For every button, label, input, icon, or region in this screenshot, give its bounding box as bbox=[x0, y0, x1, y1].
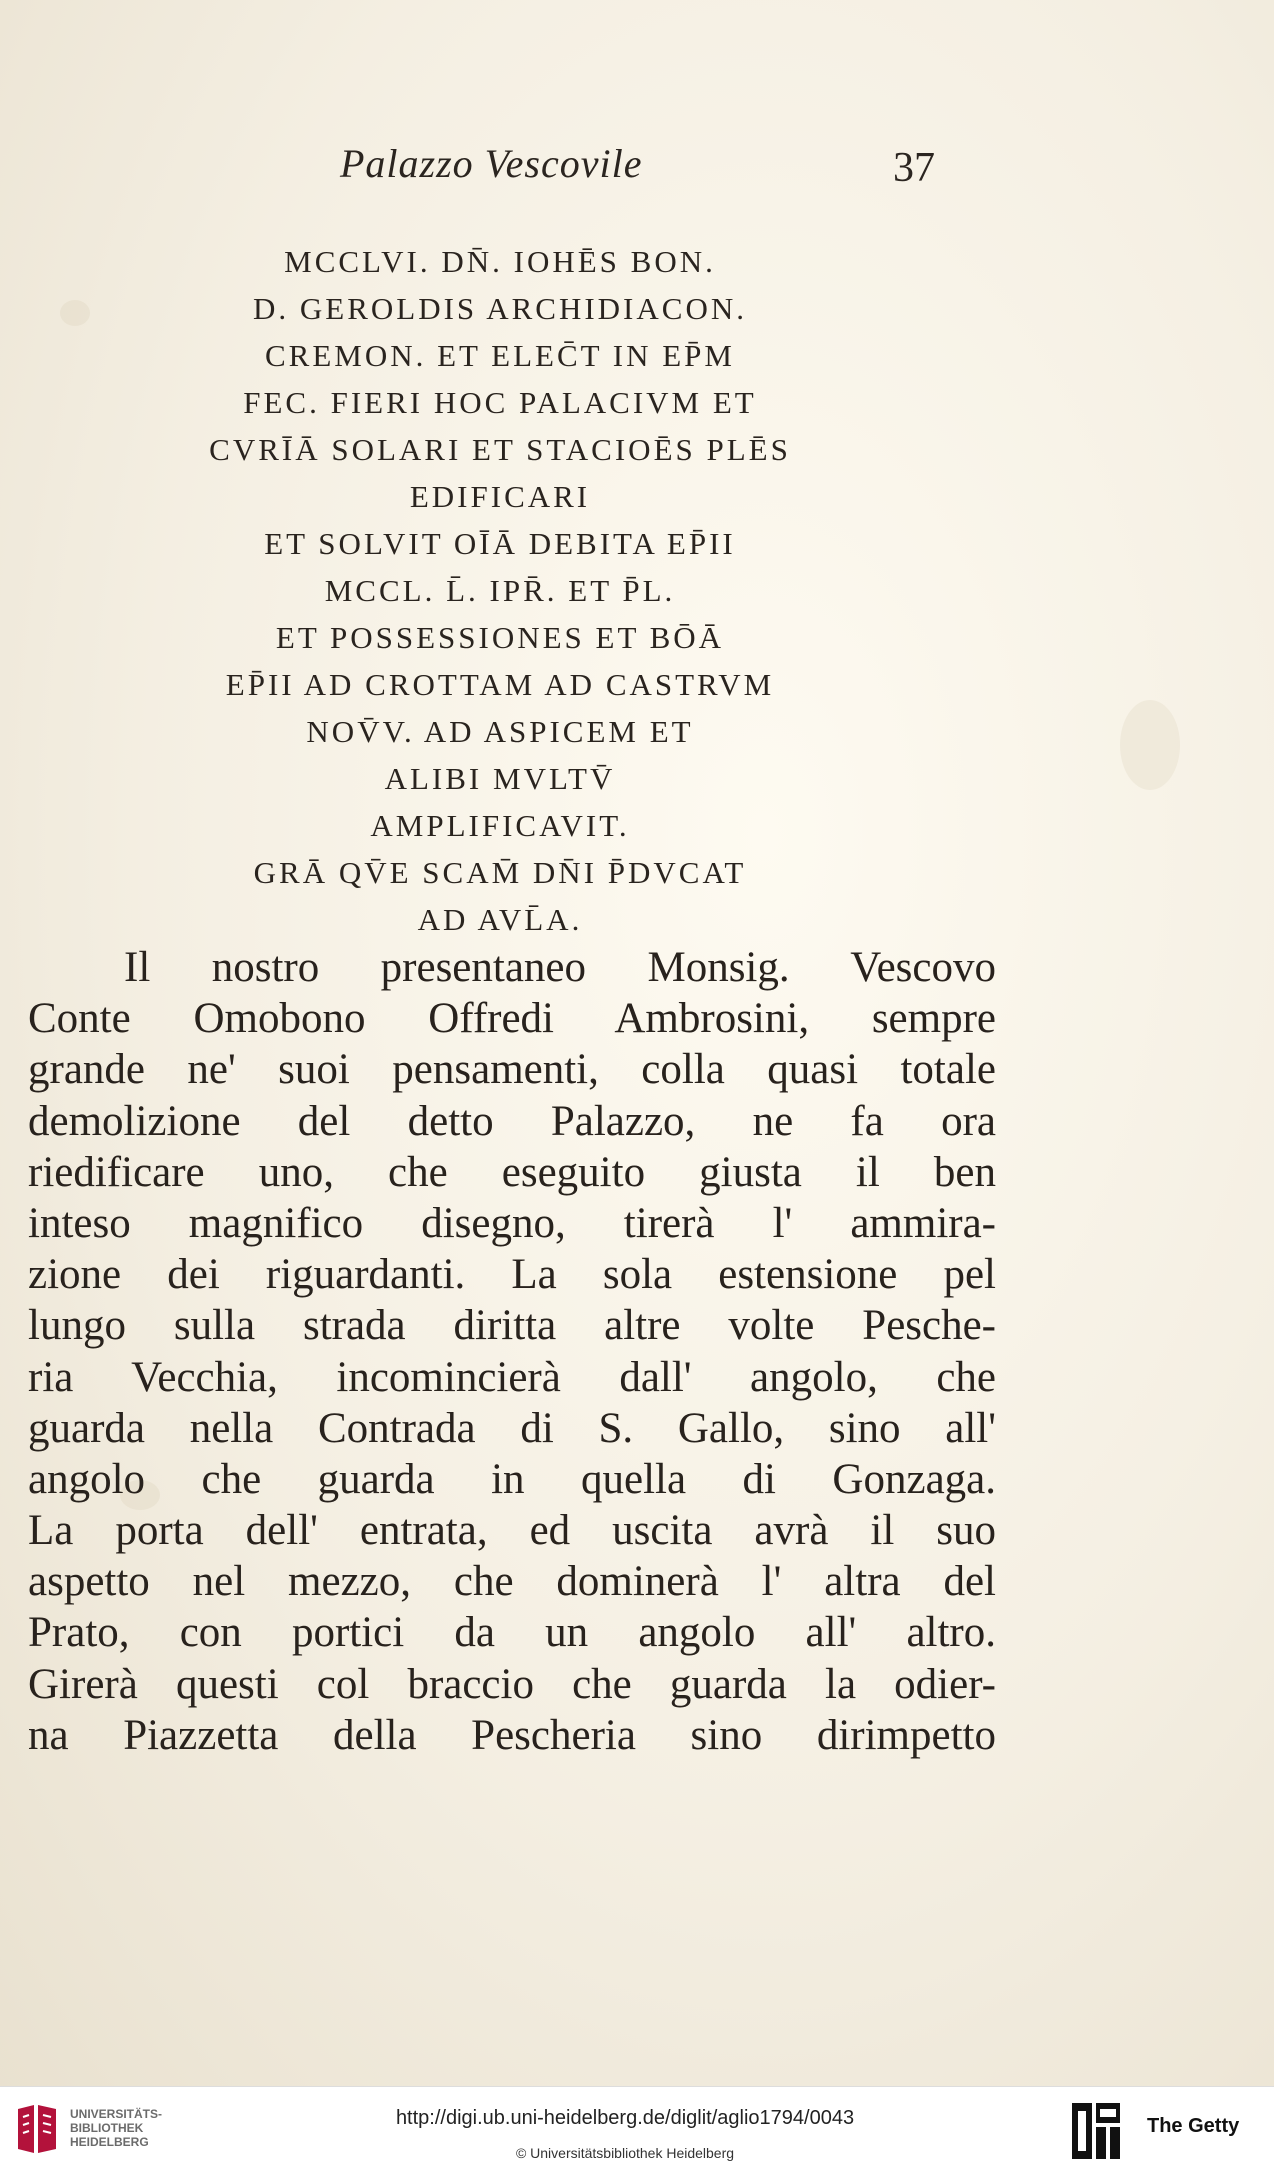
body-line: Girerà questi col braccio che guarda la odier- bbox=[28, 1660, 996, 1708]
body-line: inteso magnifico disegno, tirerà l' ammira- bbox=[28, 1199, 996, 1247]
getty-logo-icon[interactable] bbox=[1070, 2101, 1122, 2161]
body-line: lungo sulla strada diritta altre volte Pesche- bbox=[28, 1302, 996, 1350]
body-line: na Piazzetta della Pescheria sino dirimpetto bbox=[28, 1711, 996, 1759]
inscription-line: NOV̄V. AD ASPICEM ET bbox=[306, 714, 694, 749]
institution-line: HEIDELBERG bbox=[70, 2135, 149, 2149]
body-line: zione dei riguardanti. La sola estensione pel bbox=[28, 1251, 996, 1299]
body-line: demolizione del detto Palazzo, ne fa ora bbox=[28, 1097, 996, 1145]
body-line: grande ne' suoi pensamenti, colla quasi totale bbox=[28, 1046, 996, 1094]
body-line: riedificare uno, che eseguito giusta il ben bbox=[28, 1148, 996, 1196]
inscription-line: AMPLIFICAVIT. bbox=[370, 808, 630, 843]
page-number: 37 bbox=[893, 145, 935, 191]
body-line: aspetto nel mezzo, che dominerà l' altra del bbox=[28, 1558, 996, 1606]
inscription-line: AD AVL̄A. bbox=[417, 902, 583, 937]
inscription-line: MCCLVI. DN̄. IOHĒS BON. bbox=[284, 244, 716, 279]
latin-inscription bbox=[150, 238, 850, 943]
source-url-link[interactable]: http://digi.ub.uni-heidelberg.de/diglit/aglio1794/0043 bbox=[395, 2107, 855, 2129]
body-line: Il nostro presentaneo Monsig. Vescovo bbox=[124, 944, 996, 991]
paper-stain bbox=[1120, 700, 1180, 790]
inscription-line: ET POSSESSIONES ET BŌĀ bbox=[275, 620, 725, 655]
body-line: La porta dell' entrata, ed uscita avrà il suo bbox=[28, 1507, 996, 1555]
viewer-footer bbox=[0, 2086, 1274, 2178]
body-line: ria Vecchia, incomincierà dall' angolo, che bbox=[28, 1353, 996, 1401]
body-line: Prato, con portici da un angolo all' altro. bbox=[28, 1609, 996, 1657]
institution-line: UNIVERSITÄTS- bbox=[70, 2107, 163, 2121]
university-library-name bbox=[70, 2107, 162, 2149]
partner-name: The Getty bbox=[1147, 2115, 1240, 2137]
body-line: guarda nella Contrada di S. Gallo, sino all' bbox=[28, 1404, 996, 1452]
paper-stain bbox=[60, 300, 90, 326]
university-library-logo-icon[interactable] bbox=[14, 2103, 60, 2155]
inscription-line: MCCL. L̄. IPR̄. ET P̄L. bbox=[324, 573, 676, 608]
body-line: angolo che guarda in quella di Gonzaga. bbox=[28, 1455, 996, 1503]
inscription-line: CREMON. ET ELEC̄T IN EP̄M bbox=[264, 338, 735, 373]
institution-line: BIBLIOTHEK bbox=[70, 2121, 144, 2135]
inscription-line: GRĀ QV̄E SCAM̄ DN̄I P̄DVCAT bbox=[253, 855, 747, 890]
inscription-line: EP̄II AD CROTTAM AD CASTRVM bbox=[225, 667, 775, 702]
inscription-line: FEC. FIERI HOC PALACIVM ET bbox=[243, 385, 757, 420]
inscription-line: EDIFICARI bbox=[409, 479, 591, 514]
running-title: Palazzo Vescovile bbox=[340, 141, 643, 186]
inscription-line: D. GEROLDIS ARCHIDIACON. bbox=[253, 291, 747, 326]
body-paragraph bbox=[28, 942, 996, 1761]
running-head bbox=[0, 140, 1274, 200]
copyright-notice: © Universitätsbibliothek Heidelberg bbox=[515, 2145, 735, 2161]
inscription-line: CVRĪĀ SOLARI ET STACIOĒS PLĒS bbox=[209, 432, 791, 467]
inscription-line: ALIBI MVLTV̄ bbox=[384, 761, 616, 796]
body-line: Conte Omobono Offredi Ambrosini, sempre bbox=[28, 995, 996, 1043]
inscription-line: ET SOLVIT OĪĀ DEBITA EP̄II bbox=[264, 526, 736, 561]
